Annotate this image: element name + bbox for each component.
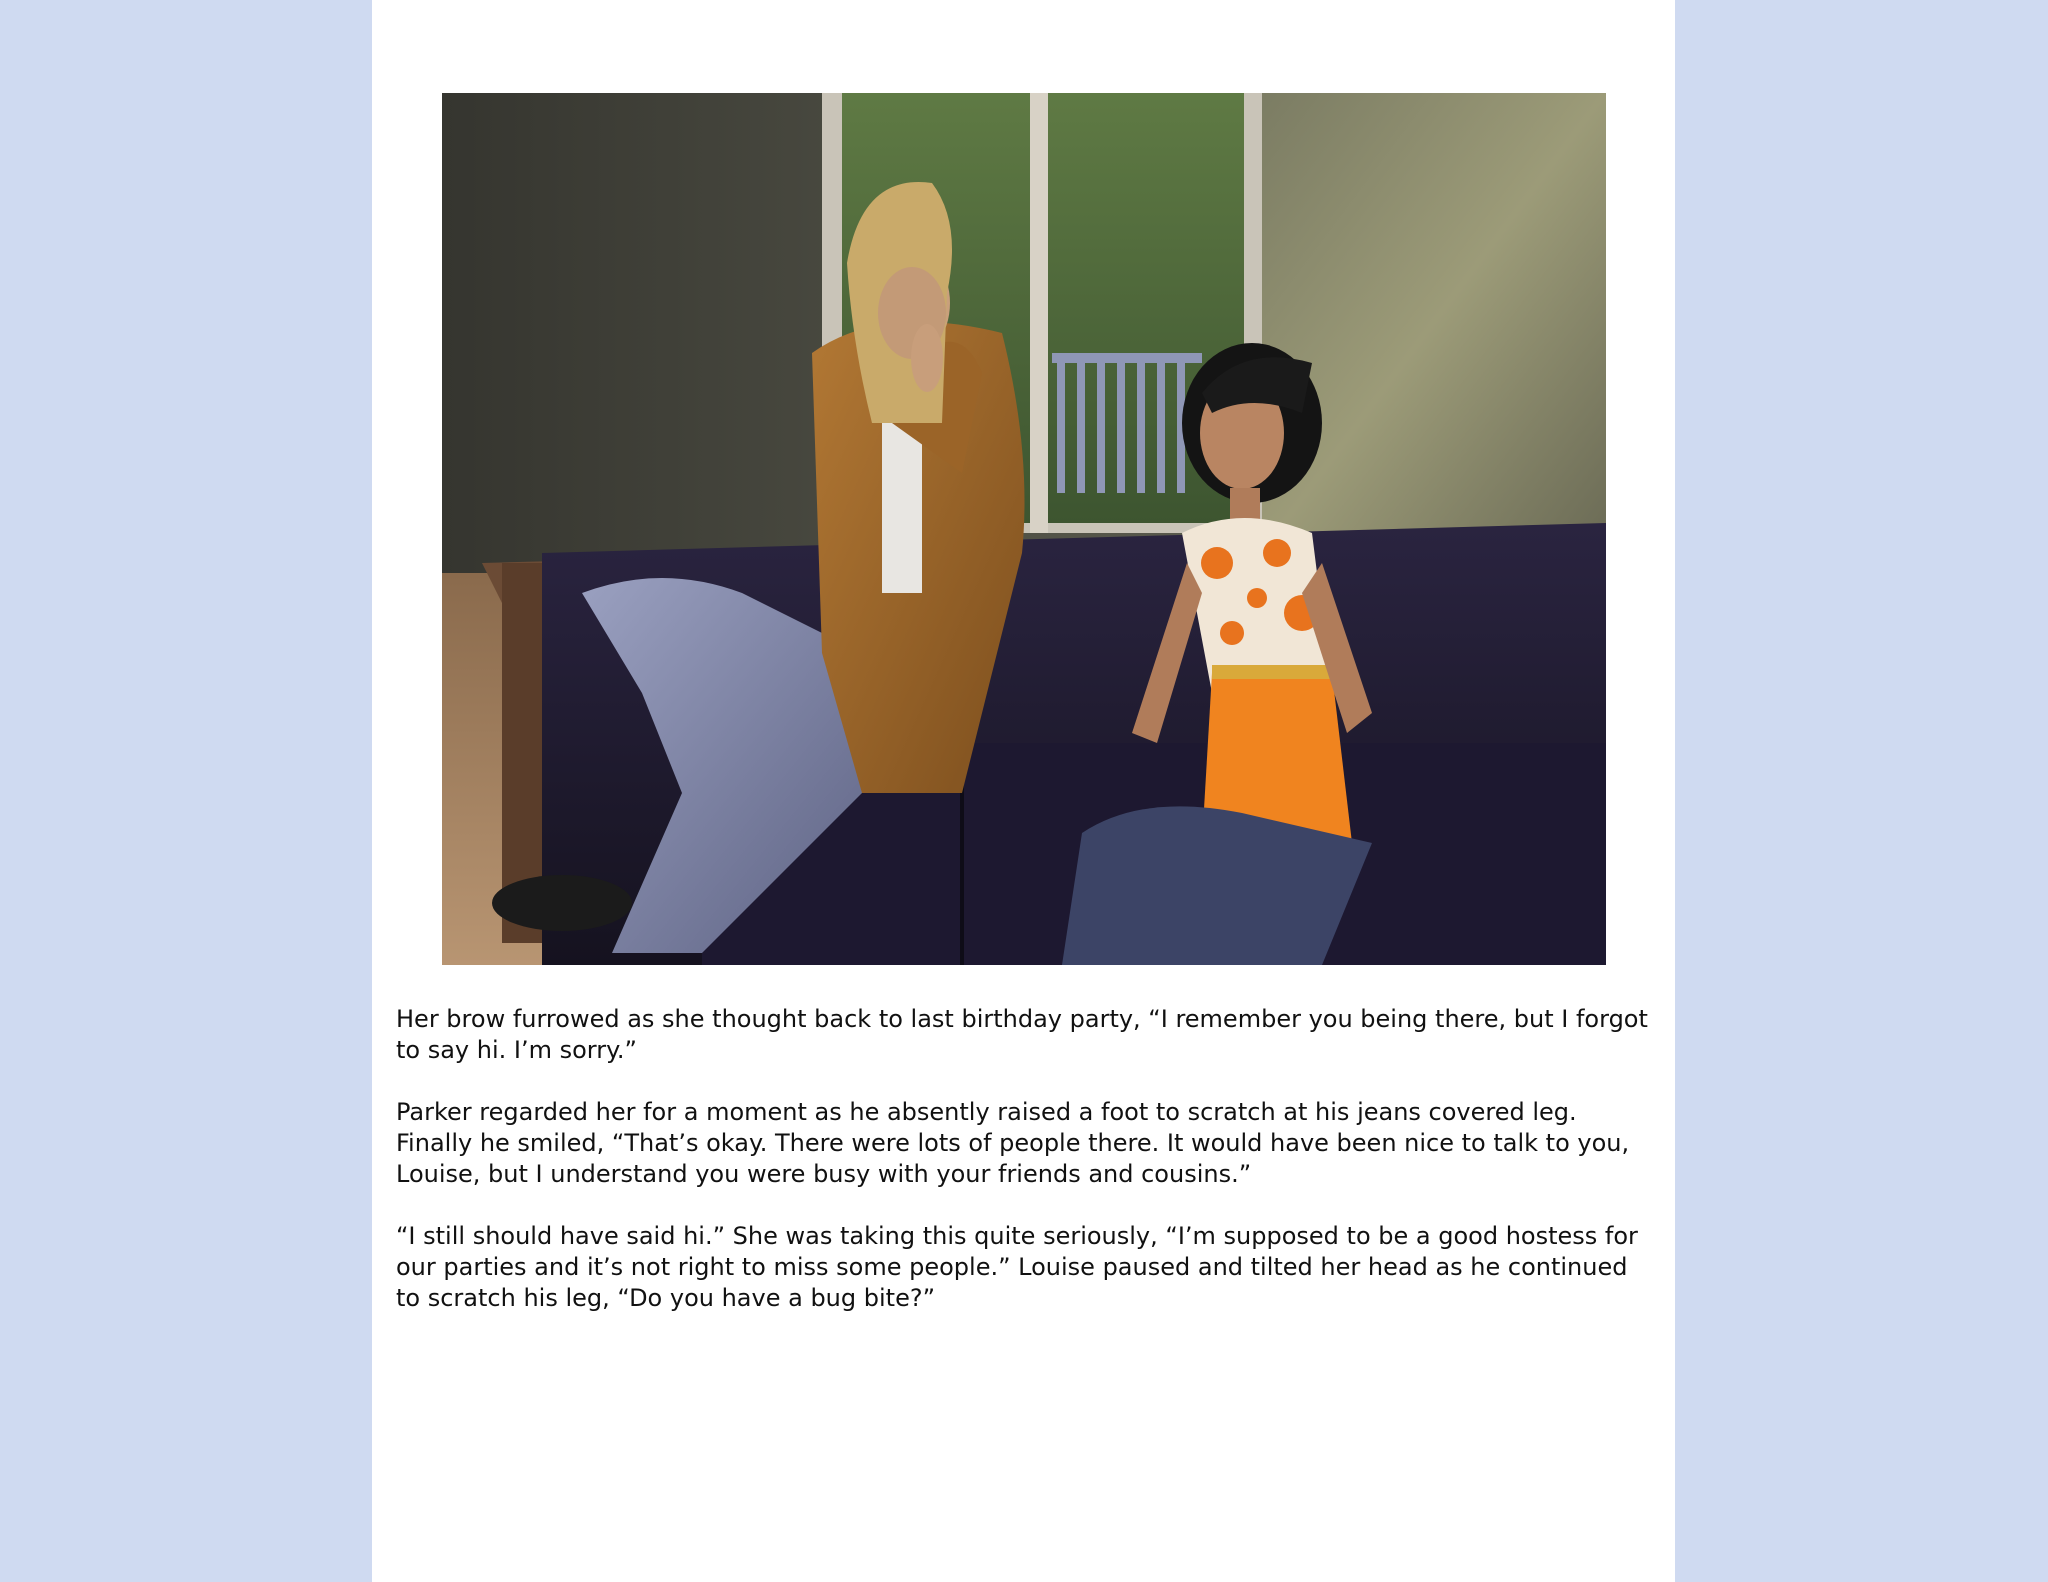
story-paragraph-2: Parker regarded her for a moment as he absently raised a foot to scratch at his jeans covered leg. Finally he smiled, “That’s okay. There were lots of people there. It would have been nice to talk to you, Louise, but I understand you were busy with your friends and cousins.” (396, 1098, 1630, 1188)
scene-illustration (442, 93, 1606, 965)
content-column (372, 0, 1675, 1582)
story-paragraph-1: Her brow furrowed as she thought back to last birthday party, “I remember you being there, but I forgot to say hi. I’m sorry.” (396, 1005, 1648, 1064)
story-paragraph-3: “I still should have said hi.” She was taking this quite seriously, “I’m supposed to be a good hostess for our parties and it’s not right to miss some people.” Louise paused and tilted her head as he continued to scratch his leg, “Do you have a bug bite?” (396, 1222, 1638, 1312)
story-screenshot-image (442, 93, 1606, 965)
story-text-body (396, 1004, 1656, 1345)
